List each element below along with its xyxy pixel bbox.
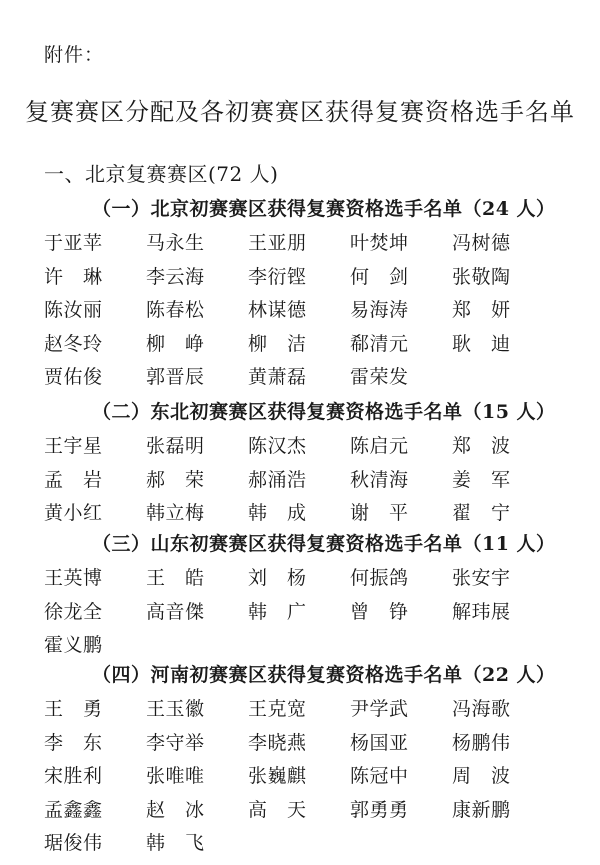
contestant-name: 易海涛	[350, 299, 409, 321]
contestant-name: 叶焚坤	[350, 232, 409, 254]
contestant-name: 王亚朋	[248, 232, 307, 254]
contestant-name: 郝 荣	[146, 468, 205, 491]
contestant-name: 孟鑫鑫	[44, 798, 103, 821]
contestant-name: 郗清元	[350, 332, 409, 355]
contestant-name: 陈汝丽	[44, 299, 103, 321]
contestant-name: 郑 波	[452, 435, 511, 457]
contestant-name: 翟 宁	[452, 502, 511, 524]
contestant-name: 张安宇	[452, 567, 511, 589]
contestant-name: 郭勇勇	[350, 798, 409, 821]
contestant-name: 陈启元	[350, 435, 409, 457]
document-title: 复赛赛区分配及各初赛赛区获得复赛资格选手名单	[25, 98, 575, 126]
contestant-name: 王克宽	[248, 698, 307, 720]
contestant-name: 黄萧磊	[248, 366, 307, 388]
section-heading: （三）山东初赛赛区获得复赛资格选手名单（11 人）	[92, 533, 556, 555]
contestant-name: 张巍麒	[248, 765, 307, 787]
contestant-name: 张唯唯	[146, 765, 205, 787]
contestant-name: 黄小红	[44, 502, 103, 524]
attachment-label: 附件：	[44, 44, 105, 66]
contestant-name: 李守举	[146, 731, 205, 754]
contestant-name: 陈汉杰	[248, 435, 307, 457]
contestant-name: 韩 成	[248, 502, 307, 524]
contestant-name: 何振鸽	[350, 567, 409, 589]
section-heading: （二）东北初赛赛区获得复赛资格选手名单（15 人）	[92, 401, 556, 423]
contestant-name: 贾佑俊	[44, 366, 103, 388]
contestant-name: 李衍铿	[248, 265, 307, 288]
contestant-name: 冯树德	[452, 232, 511, 254]
contestant-name: 刘 杨	[248, 567, 307, 589]
contestant-name: 陈春松	[146, 299, 205, 321]
contestant-name: 杨国亚	[350, 731, 409, 754]
contestant-name: 霍义鹏	[44, 634, 103, 656]
contestant-name: 韩 飞	[146, 832, 205, 854]
contestant-name: 徐龙全	[44, 600, 103, 623]
contestant-name: 冯海歌	[452, 698, 511, 720]
contestant-name: 雷荣发	[350, 366, 409, 388]
contestant-name: 柳 洁	[248, 332, 307, 355]
contestant-name: 解玮展	[452, 600, 511, 623]
contestant-name: 赵冬玲	[44, 332, 103, 355]
contestant-name: 孟 岩	[44, 468, 103, 491]
contestant-name: 赵 冰	[146, 798, 205, 821]
contestant-name: 马永生	[146, 232, 205, 254]
contestant-name: 柳 峥	[146, 332, 205, 355]
contestant-name: 张磊明	[146, 435, 205, 457]
contestant-name: 韩 广	[248, 600, 307, 623]
contestant-name: 张敬陶	[452, 265, 511, 288]
contestant-name: 何 剑	[350, 265, 409, 288]
contestant-name: 秋清海	[350, 468, 409, 491]
contestant-name: 李 东	[44, 731, 103, 754]
contestant-name: 琚俊伟	[44, 832, 103, 854]
contestant-name: 王玉徽	[146, 698, 205, 720]
contestant-name: 李晓燕	[248, 731, 307, 754]
contestant-name: 林谋德	[248, 299, 307, 321]
contestant-name: 王 皓	[146, 567, 205, 589]
contestant-name: 曾 铮	[350, 600, 409, 623]
contestant-name: 杨鹏伟	[452, 731, 511, 754]
contestant-name: 韩立梅	[146, 502, 205, 524]
contestant-name: 王 勇	[44, 698, 103, 720]
contestant-name: 陈冠中	[350, 765, 409, 787]
contestant-name: 于亚苹	[44, 232, 103, 254]
contestant-name: 王英博	[44, 567, 103, 589]
contestant-name: 郑 妍	[452, 299, 511, 321]
section-heading: （四）河南初赛赛区获得复赛资格选手名单（22 人）	[92, 664, 556, 686]
contestant-name: 李云海	[146, 265, 205, 288]
contestant-name: 高 天	[248, 798, 307, 821]
contestant-name: 许 琳	[44, 265, 103, 288]
contestant-name: 郭晋辰	[146, 366, 205, 388]
region-heading: 一、北京复赛赛区(72 人)	[44, 162, 279, 186]
contestant-name: 高音傑	[146, 600, 205, 623]
contestant-name: 王宇星	[44, 435, 103, 457]
contestant-name: 耿 迪	[452, 332, 511, 355]
contestant-name: 宋胜利	[44, 765, 103, 787]
contestant-name: 尹学武	[350, 698, 409, 720]
contestant-name: 谢 平	[350, 502, 409, 524]
contestant-name: 康新鹏	[452, 798, 511, 821]
section-heading: （一）北京初赛赛区获得复赛资格选手名单（24 人）	[92, 198, 556, 220]
contestant-name: 郝涌浩	[248, 468, 307, 491]
contestant-name: 周 波	[452, 765, 511, 787]
contestant-name: 姜 军	[452, 468, 511, 491]
